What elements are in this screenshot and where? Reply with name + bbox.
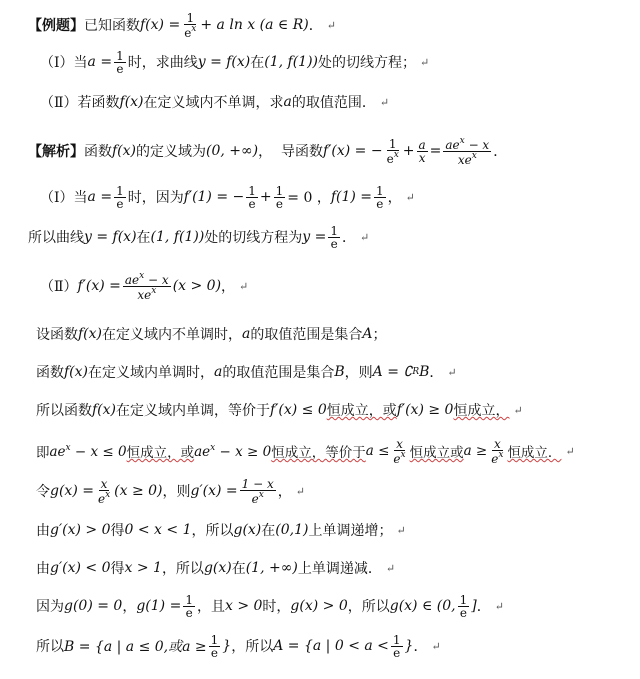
solution-line-10: 由 g′(x) > 0 得 0 < x < 1 ，所以 g(x) 在 (0,1) 上单调递增； ↵ <box>36 522 406 539</box>
paragraph-mark-icon: ↵ <box>385 561 396 575</box>
solution-line-8: 即 $ae^x - x \le 0$ 恒成立，或 $ae^x - x \ge 0$ 恒成立，等价于 a ≤ $\frac{x}{e^x}$ 恒成立或 a ≥ $\frac{x}{e^x}$ 恒成立． ↵ <box>36 436 575 466</box>
fraction: $\frac{x}{e^x}$ <box>491 436 504 466</box>
paragraph-mark-icon: ↵ <box>513 403 523 417</box>
fraction: $\frac{1}{e}$ <box>459 592 468 620</box>
fraction: $\frac{a}{x}$ <box>418 137 426 165</box>
fraction: $\frac{1}{e}$ <box>116 183 124 211</box>
paragraph-mark-icon: ↵ <box>431 639 441 653</box>
solution-line-6: 函数 f(x) 在定义域内单调时， a 的取值范围是集合 B ，则 A = ∁ R B ． ↵ <box>36 364 457 381</box>
fraction: $\frac{1}{e}$ <box>392 632 401 660</box>
paragraph-mark-icon: ↵ <box>494 599 504 613</box>
solution-tag: 【解析】 <box>28 144 84 160</box>
fraction: $\frac{1}{e}$ <box>248 183 256 211</box>
fraction: $\frac{x}{e^x}$ <box>97 476 111 506</box>
fraction: $\frac{1}{e}$ <box>210 632 219 660</box>
paragraph-mark-icon: ↵ <box>420 55 430 69</box>
fraction: $\frac{ae^x - x}{xe^x}$ <box>124 270 169 302</box>
solution-line-3: 所以曲线 y = f(x) 在 (1, f(1)) 处的切线方程为 y = $\frac{1}{e}$ ． ↵ <box>28 223 370 251</box>
problem-stem: 【例题】 已知函数 f(x) = $\frac{1}{e^x}$ + a ln x (a ∈ R) ． ↵ <box>28 10 336 40</box>
problem-tag: 【例题】 <box>28 18 84 34</box>
solution-line-11: 由 g′(x) < 0 得 x > 1 ，所以 g(x) 在 (1, +∞) 上单调递减． ↵ <box>36 560 396 577</box>
paragraph-mark-icon: ↵ <box>295 484 305 498</box>
fraction: $\frac{1}{e}$ <box>330 223 339 251</box>
paragraph-mark-icon: ↵ <box>447 365 457 379</box>
problem-part-2: （Ⅱ）若函数 f(x) 在定义域内不单调，求 a 的取值范围． ↵ <box>40 94 390 111</box>
fraction: $\frac{1}{e}$ <box>116 48 124 76</box>
paragraph-mark-icon: ↵ <box>379 95 390 109</box>
solution-line-1: 【解析】 函数 f(x) 的定义域为 (0, +∞) ， 导函数 f′(x) = − $\frac{1}{e^x}$ + $\frac{a}{x}$ = $\frac{ae^x - x}{xe^x}$ ． <box>28 135 508 167</box>
paragraph-mark-icon: ↵ <box>360 230 370 244</box>
paragraph-mark-icon: ↵ <box>396 523 406 537</box>
problem-part-1: （Ⅰ）当 a = $\frac{1}{e}$ 时，求曲线 y = f(x) 在 (1, f(1)) 处的切线方程； ↵ <box>40 48 430 76</box>
paragraph-mark-icon: ↵ <box>565 444 575 458</box>
fraction: $\frac{1}{e^x}$ <box>386 136 399 166</box>
fraction: $\frac{1}{e^x}$ <box>184 10 197 40</box>
solution-line-13: 所以 B = {a | a ≤ 0,或a ≥ $\frac{1}{e}$ } ，所以 A = {a | 0 < a < $\frac{1}{e}$ } ． ↵ <box>36 632 441 660</box>
solution-line-12: 因为 g(0) = 0 ， g(1) = $\frac{1}{e}$ ，且 x > 0 时， g(x) > 0 ，所以 g(x) ∈ (0, $\frac{1}{e}$ ] ． ↵ <box>36 592 504 620</box>
fraction: $\frac{1}{e}$ <box>275 183 284 211</box>
solution-line-9: 令 g(x) = $\frac{x}{e^x}$ (x ≥ 0) ，则 g′(x) = $\frac{1 - x}{e^x}$ ， ↵ <box>36 476 305 506</box>
solution-line-4: （Ⅱ） f′(x) = $\frac{ae^x - x}{xe^x}$ (x > 0) ， ↵ <box>40 270 249 302</box>
paragraph-mark-icon: ↵ <box>405 190 415 204</box>
solution-line-2: （Ⅰ）当 a = $\frac{1}{e}$ 时，因为 f′(1) = − $\frac{1}{e}$ + $\frac{1}{e}$ = 0 ， f(1) = $\frac{1}{e}$ ， ↵ <box>40 183 415 211</box>
fraction: $\frac{x}{e^x}$ <box>393 436 406 466</box>
solution-line-5: 设函数 f(x) 在定义域内不单调时， a 的取值范围是集合 A ； <box>36 326 387 343</box>
paragraph-mark-icon: ↵ <box>239 279 249 293</box>
solution-line-7: 所以函数 f(x) 在定义域内单调，等价于 f′(x) ≤ 0 恒成立，或 f′(x) ≥ 0 恒成立， ↵ <box>36 402 523 419</box>
fraction: $\frac{1 - x}{e^x}$ <box>241 476 274 506</box>
paragraph-mark-icon: ↵ <box>326 18 336 32</box>
fraction: $\frac{ae^x - x}{xe^x}$ <box>445 135 490 167</box>
fraction: $\frac{1}{e}$ <box>185 592 193 620</box>
fraction: $\frac{1}{e}$ <box>376 183 384 211</box>
